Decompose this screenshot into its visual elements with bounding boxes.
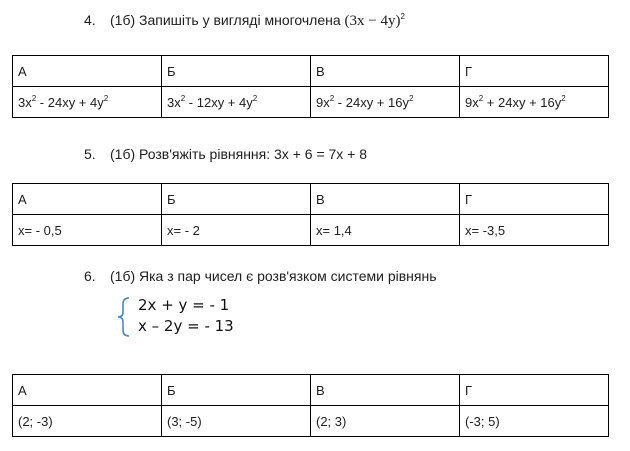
brace-icon: [116, 296, 132, 338]
table-header-row: [13, 184, 609, 215]
option-b[interactable]: x= - 2: [162, 215, 311, 246]
option-g[interactable]: (-3; 5): [460, 406, 609, 437]
header-a: А: [13, 184, 162, 215]
question-5-title: [84, 146, 367, 162]
header-v: В: [311, 375, 460, 406]
option-b[interactable]: (3; -5): [162, 406, 311, 437]
question-4-expression: (3x − 4y): [344, 13, 401, 29]
header-a: А: [13, 375, 162, 406]
header-g: Г: [460, 56, 609, 87]
question-4-title: [84, 12, 405, 30]
header-a: А: [13, 56, 162, 87]
question-4-answer-table: [12, 55, 609, 118]
option-b[interactable]: $3x^2 - 12xy + 4y^2$: [162, 87, 311, 118]
option-a[interactable]: x= - 0,5: [13, 215, 162, 246]
question-6-answer-table: [12, 374, 609, 437]
option-a[interactable]: (2; -3): [13, 406, 162, 437]
question-4-number: 4.: [84, 12, 96, 28]
question-6-title: [84, 268, 437, 284]
header-b: Б: [162, 56, 311, 87]
header-b: Б: [162, 375, 311, 406]
question-5-answer-table: [12, 183, 609, 246]
table-header-row: [13, 375, 609, 406]
header-v: В: [311, 184, 460, 215]
option-v[interactable]: x= 1,4: [311, 215, 460, 246]
option-v[interactable]: (2; 3): [311, 406, 460, 437]
question-5-number: 5.: [84, 146, 96, 162]
table-row: [13, 406, 609, 437]
question-4-text: (1б) Запишіть у вигляді многочлена: [110, 12, 345, 28]
question-4-exponent: 2: [400, 12, 405, 21]
option-g[interactable]: x= -3,5: [460, 215, 609, 246]
table-row: [13, 87, 609, 118]
header-g: Г: [460, 375, 609, 406]
option-a[interactable]: $3x^2 - 24xy + 4y^2$: [13, 87, 162, 118]
equation-1: 2x + y = - 1: [138, 296, 230, 314]
option-g[interactable]: $9x^2 + 24xy + 16y^2$: [460, 87, 609, 118]
table-row: [13, 215, 609, 246]
equation-2: x – 2y = - 13: [138, 317, 234, 335]
question-5-text: (1б) Розв'яжіть рівняння: 3x + 6 = 7x + 8: [110, 146, 368, 162]
header-b: Б: [162, 184, 311, 215]
question-6-number: 6.: [84, 268, 96, 284]
question-6-text: (1б) Яка з пар чисел є розв'язком системи рівнянь: [110, 268, 437, 284]
table-header-row: [13, 56, 609, 87]
header-g: Г: [460, 184, 609, 215]
option-v[interactable]: $9x^2 - 24xy + 16y^2$: [311, 87, 460, 118]
header-v: В: [311, 56, 460, 87]
